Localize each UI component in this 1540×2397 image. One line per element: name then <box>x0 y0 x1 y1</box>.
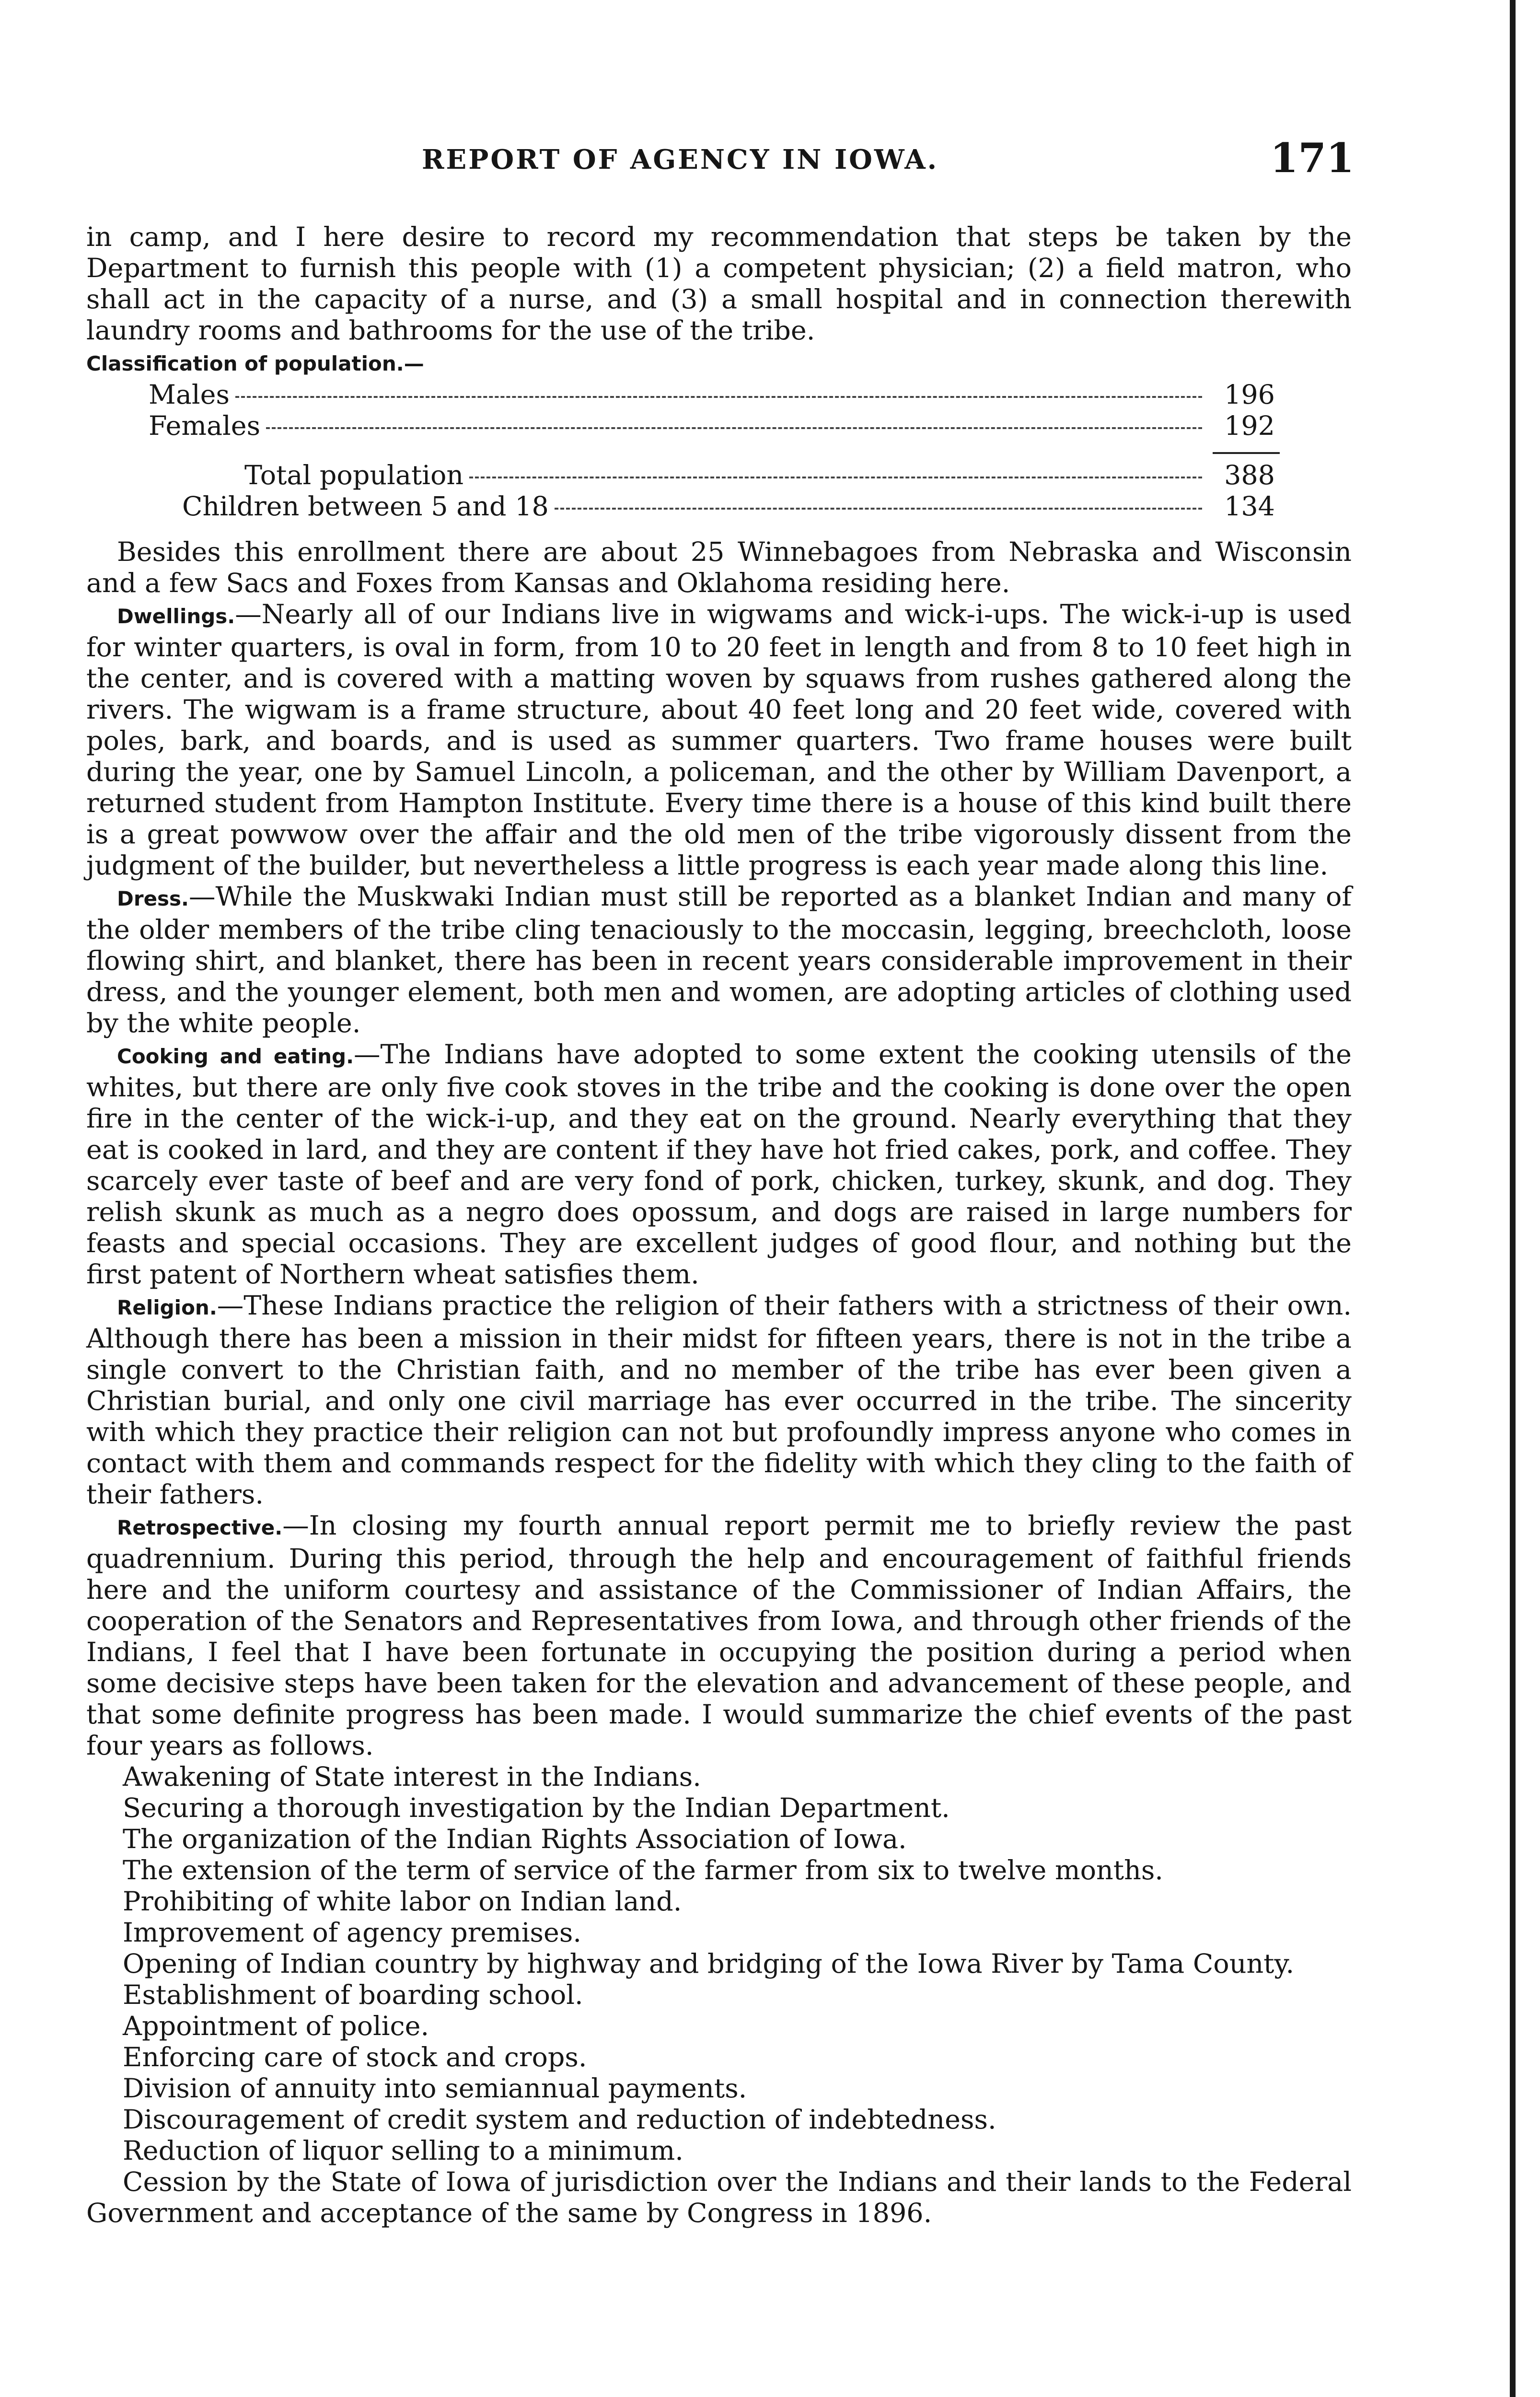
page-number: 171 <box>1270 134 1355 182</box>
event-item: Securing a thorough investigation by the Indian Department. <box>123 1792 950 1824</box>
population-label: Total population <box>244 460 464 491</box>
section-text: —These Indians practice the religion of their fathers with a strictness of their own. Although there has been a mission in their midst for fifteen years, there is not in the tribe a single convert to the Christian faith, and no member of the tribe has ever been given a Christian burial, and only one civil marriage has ever occurred in the tribe. The sincerity with which they practice their religion can not but profoundly impress anyone who comes in contact with them and commands respect for the fidelity with which they cling to the faith of their fathers. <box>86 1290 1352 1510</box>
event-item: Awakening of State interest in the Indians. <box>123 1761 701 1792</box>
intro-paragraph: in camp, and I here desire to record my recommendation that steps be taken by the Department to furnish this people with (1) a competent physician; (2) a field matron, who shall act in the capacity of a nurse, and (3) a small hospital and in connection therewith laundry rooms and bathrooms for the use of the tribe. <box>86 221 1352 346</box>
section-heading: Religion. <box>117 1296 217 1319</box>
population-row-total <box>244 460 1275 491</box>
dress-paragraph <box>86 881 1352 1039</box>
dwellings-paragraph <box>86 599 1352 881</box>
section-heading: Cooking and eating. <box>117 1045 354 1068</box>
retrospective-paragraph <box>86 1510 1352 1761</box>
section-text: —While the Muskwaki Indian must still be reported as a blanket Indian and many of the older members of the tribe cling tenaciously to the moccasin, legging, breechcloth, loose flowing shirt, and blanket, there has been in recent years considerable improvement in their dress, and the younger element, both men and women, are adopting articles of clothing used by the white people. <box>86 881 1352 1039</box>
population-heading: Classification of population.— <box>86 352 424 375</box>
event-item: Division of annuity into semiannual payments. <box>123 2073 747 2104</box>
event-item: Improvement of agency premises. <box>123 1917 581 1948</box>
section-heading: Retrospective. <box>117 1516 283 1539</box>
section-heading: Dress. <box>117 887 189 910</box>
religion-paragraph <box>86 1290 1352 1510</box>
section-text: —Nearly all of our Indians live in wigwams and wick-i-ups. The wick-i-up is used for winter quarters, is oval in form, from 10 to 20 feet in length and from 8 to 10 feet high in the center, and is covered with a matting woven by squaws from rushes gathered along the rivers. The wigwam is a frame structure, about 40 feet long and 20 feet wide, covered with poles, bark, and boards, and is used as summer quarters. Two frame houses were built during the year, one by Samuel Lincoln, a policeman, and the other by William Davenport, a returned student from Hampton Institute. Every time there is a house of this kind built there is a great powwow over the affair and the old men of the tribe vigorously dissent from the judgment of the builder, but nevertheless a little progress is each year made along this line. <box>86 599 1352 881</box>
section-heading: Dwellings. <box>117 605 235 628</box>
running-header: REPORT OF AGENCY IN IOWA. <box>422 144 939 175</box>
sum-rule <box>1213 452 1280 454</box>
population-value: 196 <box>1224 379 1275 410</box>
event-item: Cession by the State of Iowa of jurisdiction over the Indians and their lands to the Federal Government and acceptance of the same by Congress in 1896. <box>86 2166 1352 2229</box>
event-item: Establishment of boarding school. <box>123 1979 583 2011</box>
dot-leader <box>469 477 1202 478</box>
section-text: —The Indians have adopted to some extent the cooking utensils of the whites, but there are only five cook stoves in the tribe and the cooking is done over the open fire in the center of the wick-i-up, and they eat on the ground. Nearly everything that they eat is cooked in lard, and they are content if they have hot fried cakes, pork, and coffee. They scarcely ever taste of beef and are very fond of pork, chicken, turkey, skunk, and dog. They relish skunk as much as a negro does opossum, and dogs are raised in large numbers for feasts and special occasions. They are excellent judges of good flour, and nothing but the first patent of Northern wheat satisfies them. <box>86 1039 1352 1290</box>
event-item: Reduction of liquor selling to a minimum. <box>123 2135 683 2166</box>
event-item: The extension of the term of service of the farmer from six to twelve months. <box>123 1855 1163 1886</box>
dot-leader <box>555 508 1202 510</box>
event-item: The organization of the Indian Rights Association of Iowa. <box>123 1824 907 1855</box>
population-label: Children between 5 and 18 <box>182 491 549 522</box>
section-text: —In closing my fourth annual report permit me to briefly review the past quadrennium. During this period, through the help and encouragement of faithful friends here and the uniform courtesy and assistance of the Commissioner of Indian Affairs, the cooperation of the Senators and Representatives from Iowa, and through other friends of the Indians, I feel that I have been fortunate in occupying the position during a period when some decisive steps have been taken for the elevation and advancement of these people, and that some definite progress has been made. I would summarize the chief events of the past four years as follows. <box>86 1510 1352 1761</box>
population-row-males <box>149 379 1275 410</box>
event-item: Opening of Indian country by highway and bridging of the Iowa River by Tama County. <box>123 1948 1295 1979</box>
population-value: 388 <box>1224 460 1275 491</box>
population-value: 192 <box>1224 410 1275 442</box>
population-row-children <box>182 491 1275 522</box>
page-edge-shadow <box>1510 0 1516 2397</box>
population-value: 134 <box>1224 491 1275 522</box>
population-label: Males <box>149 379 230 410</box>
event-item: Discouragement of credit system and reduction of indebtedness. <box>123 2104 996 2135</box>
population-label: Females <box>149 410 261 442</box>
population-row-females <box>149 410 1275 442</box>
cooking-paragraph <box>86 1039 1352 1290</box>
dot-leader <box>266 427 1202 429</box>
dot-leader <box>235 396 1202 398</box>
event-item: Enforcing care of stock and crops. <box>123 2042 587 2073</box>
event-item: Appointment of police. <box>123 2011 429 2042</box>
page-body <box>86 221 1352 2229</box>
event-item: Prohibiting of white labor on Indian land. <box>123 1886 682 1917</box>
enrollment-paragraph: Besides this enrollment there are about 25 Winnebagoes from Nebraska and Wisconsin and a few Sacs and Foxes from Kansas and Oklahoma residing here. <box>86 536 1352 599</box>
